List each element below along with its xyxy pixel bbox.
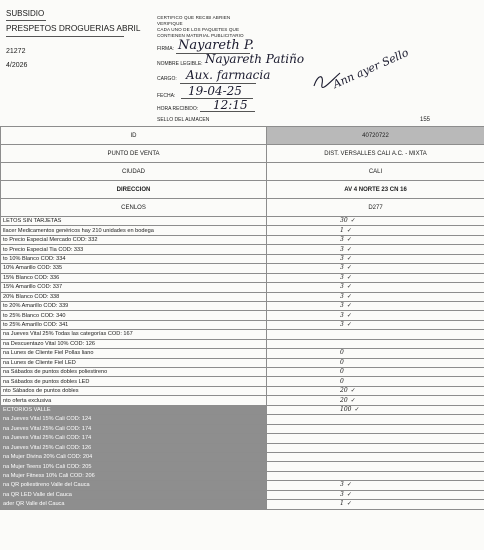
cert-line-3: CADA UNO DE LOS PAQUETES QUE	[157, 27, 240, 32]
table-row	[1, 292, 484, 301]
hora-line	[200, 111, 255, 112]
check-mark-icon: ✓	[346, 236, 352, 244]
item-quantity: 3 ✓	[267, 245, 484, 254]
item-label: to 20% Amarillo COD: 339	[1, 301, 267, 310]
check-mark-icon: ✓	[346, 481, 352, 489]
check-mark-icon: ✓	[346, 283, 352, 291]
table-row	[1, 330, 484, 339]
item-label: nto oferta exclusiva	[1, 396, 267, 405]
item-label: na Jueves Vital 25% Cali COD: 174	[1, 434, 267, 443]
table-row	[1, 434, 484, 443]
data-table	[0, 126, 484, 510]
item-label: 10% Amarillo COD: 335	[1, 264, 267, 273]
item-quantity: 3 ✓	[267, 490, 484, 499]
item-quantity: 3 ✓	[267, 273, 484, 282]
check-mark-icon: ✓	[346, 226, 352, 234]
firma-value: Nayareth P.	[178, 38, 255, 53]
cargo-label: CARGO:	[157, 76, 177, 82]
table-row	[1, 396, 484, 405]
item-label: na Descuentazo Vital 10% COD: 126	[1, 339, 267, 348]
nombre-value: Nayareth Patiño	[205, 52, 305, 66]
document-code: 21272	[6, 48, 26, 55]
table-row	[1, 462, 484, 471]
table-row	[1, 490, 484, 499]
table-row	[1, 320, 484, 329]
info-label: ID	[1, 127, 267, 145]
sello-label: SELLO DEL ALMACEN	[157, 117, 210, 123]
subsidio-label: SUBSIDIO	[6, 9, 45, 18]
info-value: CALI	[267, 163, 484, 181]
item-label: na QR poliestireno Valle del Cauca	[1, 481, 267, 490]
cert-line-4: CONTIENEN MATERIAL PUBLICITARIO	[157, 33, 244, 38]
cert-line-1: CERTIFICO QUE RECIBI ABRIEN	[157, 15, 231, 20]
item-label: to 25% Amarillo COD: 341	[1, 320, 267, 329]
item-quantity: 3 ✓	[267, 320, 484, 329]
item-quantity	[267, 339, 484, 348]
table-row	[1, 386, 484, 395]
table-row	[1, 226, 484, 235]
item-label: na Jueves Vital 25% Cali COD: 126	[1, 443, 267, 452]
check-mark-icon: ✓	[354, 405, 360, 413]
table-row	[1, 311, 484, 320]
table-row	[1, 273, 484, 282]
check-mark-icon: ✓	[346, 490, 352, 498]
item-quantity	[267, 330, 484, 339]
top-value: 155	[420, 117, 431, 123]
item-label: 15% Blanco COD: 336	[1, 273, 267, 282]
item-quantity: 3 ✓	[267, 235, 484, 244]
item-label: nto Sábados de puntos dobles	[1, 386, 267, 395]
item-label: LETOS SIN TARJETAS	[1, 217, 267, 226]
item-quantity: 3 ✓	[267, 292, 484, 301]
item-label: ader QR Valle del Cauca	[1, 500, 267, 509]
check-mark-icon: ✓	[350, 217, 356, 225]
item-label: llacer Medicamentos genéricos hay 210 unidades en bodega	[1, 226, 267, 235]
item-quantity: 20 ✓	[267, 396, 484, 405]
check-mark-icon: ✓	[346, 264, 352, 272]
item-quantity: 100 ✓	[267, 405, 484, 414]
item-label: na Jueves Vital 25% Todas las categorías COD: 167	[1, 330, 267, 339]
check-mark-icon: ✓	[346, 321, 352, 329]
table-row	[1, 415, 484, 424]
cargo-value: Aux. farmacia	[186, 68, 271, 82]
table-row	[1, 471, 484, 480]
item-label: na Lunes de Cliente Fiel LED	[1, 358, 267, 367]
signature: Ann ayer Sello	[330, 46, 411, 91]
item-label: 20% Blanco COD: 338	[1, 292, 267, 301]
subsidio-underline	[6, 20, 46, 21]
item-quantity: 1 ✓	[267, 226, 484, 235]
check-mark-icon: ✓	[346, 254, 352, 262]
check-mark-icon: ✓	[346, 500, 352, 508]
item-label: to 25% Blanco COD: 340	[1, 311, 267, 320]
info-value: D277	[267, 199, 484, 217]
document-date: 4/2026	[6, 62, 28, 69]
info-label: CENLOS	[1, 199, 267, 217]
item-quantity	[267, 452, 484, 461]
info-row-punto	[1, 145, 484, 163]
table-row	[1, 349, 484, 358]
check-mark-icon: ✓	[350, 387, 356, 395]
table-row	[1, 264, 484, 273]
nombre-label: NOMBRE LEGIBLE:	[157, 61, 203, 67]
item-label: to 10% Blanco COD: 334	[1, 254, 267, 263]
info-value: DIST. VERSALLES CALI A.C. - MIXTA	[267, 145, 484, 163]
info-row-ciudad	[1, 163, 484, 181]
table-row	[1, 245, 484, 254]
table-row	[1, 358, 484, 367]
table-row	[1, 443, 484, 452]
item-quantity: 3 ✓	[267, 254, 484, 263]
info-row-direccion	[1, 181, 484, 199]
item-quantity: 3 ✓	[267, 301, 484, 310]
item-label: na Jueves Vital 15% Cali COD: 124	[1, 415, 267, 424]
fecha-value: 19-04-25	[188, 84, 242, 98]
item-quantity	[267, 415, 484, 424]
table-row	[1, 283, 484, 292]
document-title: PRESPETOS DROGUERIAS ABRIL	[6, 23, 141, 33]
item-quantity: 3 ✓	[267, 481, 484, 490]
item-quantity: 3 ✓	[267, 283, 484, 292]
table-row	[1, 254, 484, 263]
info-row-id	[1, 127, 484, 145]
table-row	[1, 481, 484, 490]
item-label: to Precio Especial Tia COD: 333	[1, 245, 267, 254]
table-row	[1, 500, 484, 509]
info-label: CIUDAD	[1, 163, 267, 181]
table-row	[1, 235, 484, 244]
check-mark-icon: ✓	[346, 302, 352, 310]
cert-line-2: VERIFIQUE	[157, 21, 183, 26]
info-value: 40720722	[267, 127, 484, 145]
item-label: na Sábados de puntos dobles LED	[1, 377, 267, 386]
item-quantity	[267, 462, 484, 471]
info-label: PUNTO DE VENTA	[1, 145, 267, 163]
table-row	[1, 452, 484, 461]
table-row	[1, 339, 484, 348]
item-label: na Mujer Fitness 10% Cali COD: 206	[1, 471, 267, 480]
item-label: na Mujer Teens 10% Cali COD: 205	[1, 462, 267, 471]
item-quantity: 1 ✓	[267, 500, 484, 509]
table-row	[1, 405, 484, 414]
check-mark-icon: ✓	[346, 292, 352, 300]
item-label: na QR LED Valle del Cauca	[1, 490, 267, 499]
table-row	[1, 368, 484, 377]
item-label: na Lunes de Cliente Fiel Pollas liano	[1, 349, 267, 358]
item-quantity	[267, 424, 484, 433]
item-label: na Sábados de puntos dobles poliestireno	[1, 368, 267, 377]
item-label: na Mujer Divina 20% Cali COD: 204	[1, 452, 267, 461]
fecha-label: FECHA:	[157, 93, 176, 99]
item-label: 15% Amarillo COD: 337	[1, 283, 267, 292]
item-quantity: 20 ✓	[267, 386, 484, 395]
item-quantity: 0	[267, 358, 484, 367]
item-label: ECTORIOS VALLE	[1, 405, 267, 414]
firma-label: FIRMA:	[157, 46, 174, 52]
title-underline	[6, 36, 124, 37]
table-row	[1, 301, 484, 310]
item-quantity	[267, 434, 484, 443]
item-label: to Precio Especial Mercado COD: 332	[1, 235, 267, 244]
hora-value: 12:15	[213, 98, 248, 112]
info-row-cenlos	[1, 199, 484, 217]
item-quantity: 0	[267, 349, 484, 358]
item-quantity: 0	[267, 377, 484, 386]
hora-label: HORA RECIBIDO:	[157, 106, 199, 112]
item-quantity: 3 ✓	[267, 264, 484, 273]
table-row	[1, 217, 484, 226]
check-mark-icon: ✓	[350, 396, 356, 404]
check-mark-icon: ✓	[346, 311, 352, 319]
info-value: AV 4 NORTE 23 CN 16	[267, 181, 484, 199]
item-quantity: 0	[267, 368, 484, 377]
check-mark-icon: ✓	[346, 273, 352, 281]
signature-scribble	[312, 70, 342, 90]
item-quantity	[267, 443, 484, 452]
item-label: na Jueves Vital 25% Cali COD: 174	[1, 424, 267, 433]
check-mark-icon: ✓	[346, 245, 352, 253]
table-row	[1, 377, 484, 386]
table-row	[1, 424, 484, 433]
info-label: DIRECCION	[1, 181, 267, 199]
item-quantity: 3 ✓	[267, 311, 484, 320]
item-quantity	[267, 471, 484, 480]
item-quantity: 30 ✓	[267, 217, 484, 226]
